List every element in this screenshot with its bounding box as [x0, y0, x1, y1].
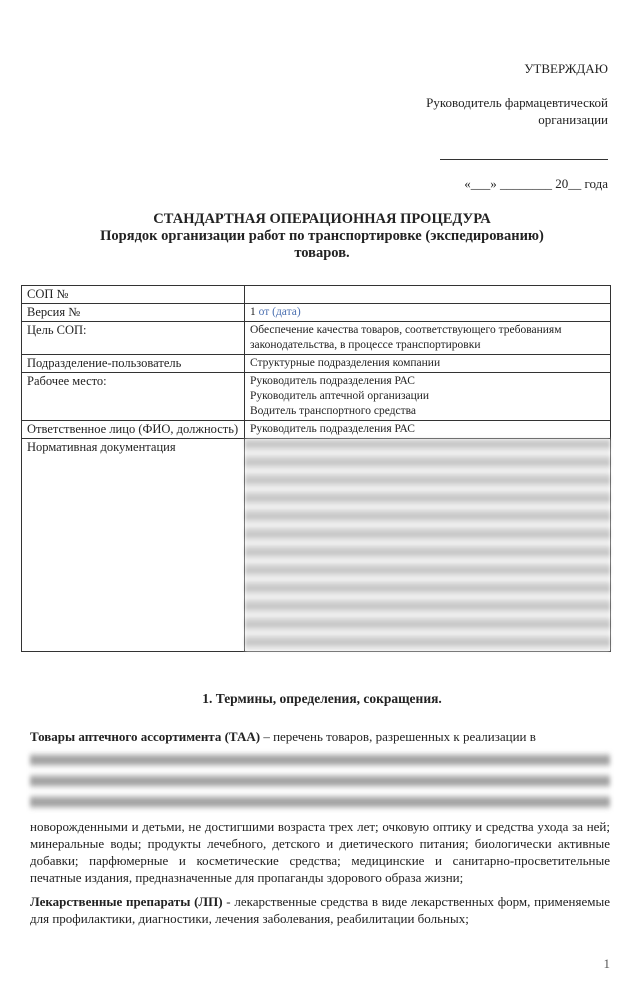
- table-row: [22, 373, 611, 421]
- approval-date-line: «___» ________ 20__ года: [464, 176, 608, 191]
- row-value: Руководитель подразделения РАС: [245, 421, 611, 439]
- term-definition: – перечень товаров, разрешенных к реализации в: [260, 729, 536, 744]
- section-heading: 1. Термины, определения, сокращения.: [202, 691, 442, 706]
- workplace-line: Руководитель аптечной организации: [250, 390, 430, 402]
- table-row: [22, 421, 611, 439]
- row-label: Нормативная документация: [22, 439, 245, 652]
- table-row: [22, 355, 611, 373]
- blurred-content: [245, 439, 610, 651]
- document-title-block: [0, 211, 644, 262]
- term-paragraph-2: [30, 893, 610, 927]
- row-label: Версия №: [22, 304, 245, 322]
- doc-type: СТАНДАРТНАЯ ОПЕРАЦИОННАЯ ПРОЦЕДУРА: [153, 211, 491, 227]
- table-row: [22, 439, 611, 652]
- table-row: [22, 286, 611, 304]
- sop-info-table: [21, 285, 611, 652]
- row-value: Обеспечение качества товаров, соответствующего требованиям законодательства, в процессе транспортировки: [245, 322, 611, 355]
- term-name: Товары аптечного ассортимента (ТАА): [30, 729, 261, 744]
- workplace-line: Руководитель подразделения РАС: [250, 375, 415, 387]
- paragraph-continuation: новорожденными и детьми, не достигшими возраста трех лет; очковую оптику и средства ухода за ней; минеральные воды; продукты лечебного, детского и диетического питания; биологически активные добавки; парфюмерные и косметические средства; медицинские и санитарно-просветительные печатные издания, предназначенные для пропаганды здорового образа жизни;: [30, 819, 610, 885]
- version-number: 1: [250, 306, 256, 318]
- workplace-line: Водитель транспортного средства: [250, 405, 417, 417]
- version-date-note: от (дата): [258, 306, 301, 318]
- row-value: Структурные подразделения компании: [245, 355, 611, 373]
- table-row: [22, 304, 611, 322]
- row-label: Цель СОП:: [22, 322, 245, 355]
- page-number: 1: [603, 956, 610, 971]
- row-label: Рабочее место:: [22, 373, 245, 421]
- row-value: [245, 286, 611, 304]
- blurred-text: [30, 752, 610, 814]
- doc-title-line2: товаров.: [294, 245, 350, 261]
- row-label: Подразделение-пользователь: [22, 355, 245, 373]
- term-paragraph-1: [30, 728, 610, 745]
- approval-role: Руководитель фармацевтической организации: [426, 95, 608, 127]
- row-value-blurred: [245, 439, 611, 652]
- signature-line: [440, 159, 608, 160]
- term-definition: - лекарственные средства в виде лекарственных форм, применяемые для профилактики, диагностики, лечения заболевания, реабилитации больных;: [30, 894, 610, 926]
- row-label: СОП №: [22, 286, 245, 304]
- table-row: [22, 322, 611, 355]
- row-label: Ответственное лицо (ФИО, должность): [22, 421, 245, 439]
- row-value: [245, 304, 611, 322]
- row-value: [245, 373, 611, 421]
- term-name: Лекарственные препараты (ЛП): [30, 894, 223, 909]
- doc-title-line1: Порядок организации работ по транспортировке (экспедированию): [100, 228, 544, 244]
- approval-title: УТВЕРЖДАЮ: [524, 61, 608, 76]
